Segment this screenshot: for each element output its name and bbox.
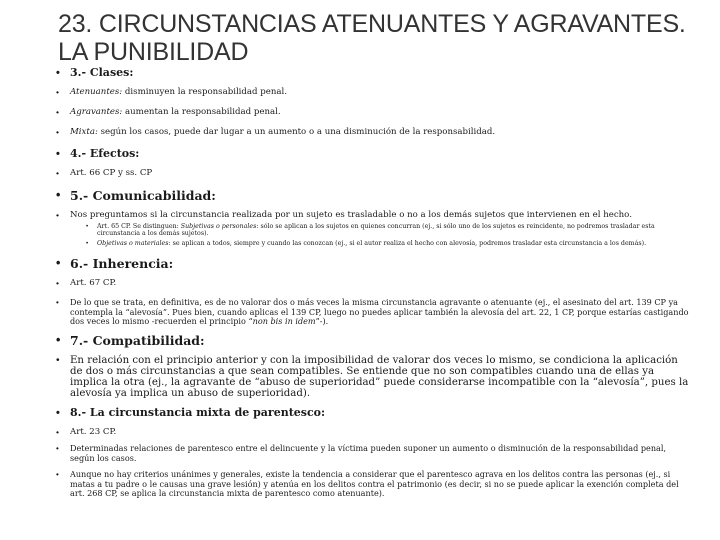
comunicabilidad-heading: • 5.- Comunicabilidad: [56,188,692,203]
inherencia-end: ”-). [315,316,329,327]
efectos-text: • Art. 66 CP y ss. CP [56,168,692,178]
objetivas-term: Objetivas o materiales [97,239,169,247]
inherencia-heading: • 6.- Inherencia: [56,256,692,271]
atenuantes-item [56,87,692,97]
atenuantes-text: disminuyen la responsabilidad penal. [122,87,288,97]
comunicabilidad-text: • Nos preguntamos si la circunstancia realizada por un sujeto es trasladable o no a los demás sujetos que intervienen en el hecho. [56,210,692,220]
mixta-term: Mixta: [70,127,98,137]
subjetivas-prefix: Art. 65 CP. Se distinguen: [97,223,181,230]
inherencia-latin: non bis in idem [252,316,316,327]
compatibilidad-text: • En relación con el principio anterior y con la imposibilidad de valorar dos veces lo mismo, se condiciona la aplicación de dos o más circunstancias a que sean compatibles. Se entiende que no son compatibles cuando una de ellas ya implica la otra (ej., la agravante de “abuso de superioridad” puede considerarse incompatible con la “alevosía”, pues la alevosía ya implica un abuso de superioridad). [56,355,692,399]
parentesco-heading: • 8.- La circunstancia mixta de parentesco: [56,406,692,420]
efectos-heading: • 4.- Efectos: [56,147,692,161]
parentesco-art: • Art. 23 CP. [56,427,692,437]
objetivas-text: : se aplican a todos, siempre y cuando las conozcan (ej., si el autor realiza el hecho con alevosía, podremos trasladar esta circunstancia a los demás). [168,239,647,247]
inherencia-art: • Art. 67 CP. [56,278,692,288]
mixta-item [56,127,692,137]
mixta-text: según los casos, puede dar lugar a un aumento o a una disminución de la responsabilidad. [97,127,496,137]
parentesco-text-2: • Aunque no hay criterios unánimes y generales, existe la tendencia a considerar que el parentesco agrava en los delitos contra las personas (ej., si matas a tu padre o le causas una grave lesión) y atenúa en los delitos contra el patrimonio (es decir, si no se puede aplicar la exención completa del art. 268 CP, se aplica la circunstancia mixta de parentesco como atenuante). [56,470,692,498]
slide-content [56,66,692,505]
clases-heading: • 3.- Clases: [56,66,692,80]
agravantes-text: aumentan la responsabilidad penal. [122,107,281,117]
inherencia-item [56,298,692,326]
slide-title: 23. CIRCUNSTANCIAS ATENUANTES Y AGRAVANTES. LA PUNIBILIDAD [58,10,686,66]
parentesco-text-1: • Determinadas relaciones de parentesco entre el delincuente y la víctima pueden suponer un aumento o disminución de la responsabilidad penal, según los casos. [56,444,692,463]
objetivas-subitem [86,240,692,247]
atenuantes-term: Atenuantes: [70,87,123,97]
compatibilidad-heading: • 7.- Compatibilidad: [56,333,692,348]
agravantes-item [56,107,692,117]
subjetivas-term: Subjetivas o personales [180,223,257,230]
subjetivas-text: : sólo se aplican a los sujetos en quienes concurran (ej., si sólo uno de los sujetos es reincidente, no podremos trasladar esta circunstancia a los demás sujetos). [97,223,655,238]
agravantes-term: Agravantes: [70,107,123,117]
subjetivas-subitem [86,223,692,238]
inherencia-text: De lo que se trata, en definitiva, es de no valorar dos o más veces la misma circunstancia agravante o atenuante (ej., el asesinato del art. 139 CP ya contempla la “alevosía”. Pues bien, cuando aplicas el 139 CP, luego no puedes aplicar también la alevosía del art. 22, 1 CP, porque estarías castigando dos veces lo mismo -recuerden el principio “ [70,297,689,327]
